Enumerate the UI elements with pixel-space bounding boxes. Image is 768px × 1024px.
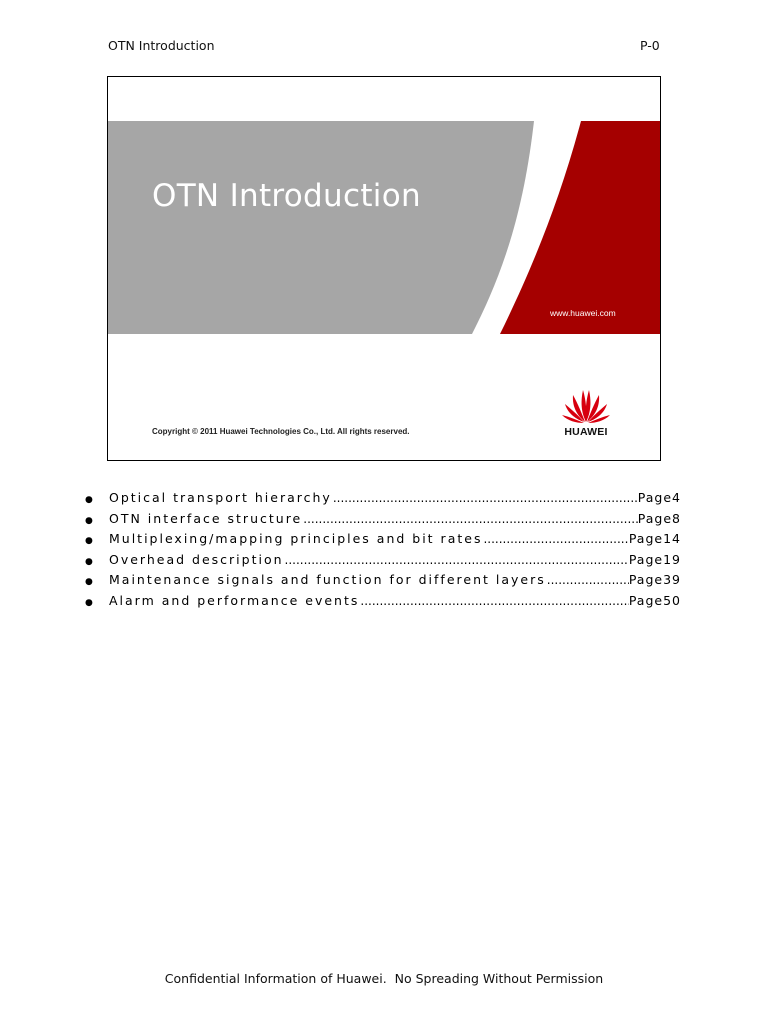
gray-band [108,121,534,334]
dot-leader [302,512,638,526]
toc-item-label: Optical transport hierarchy [109,490,332,505]
toc-item-page: Page8 [637,510,681,526]
dot-leader [359,594,628,608]
toc-item-label: Alarm and performance events [109,592,360,608]
toc-item[interactable] [85,552,681,573]
toc-item-page: Page50 [628,592,681,608]
dot-leader [482,532,628,546]
toc-item-label: Multiplexing/mapping principles and bit rates [109,531,483,547]
bullet-icon: ● [85,577,93,588]
dot-leader [332,491,638,505]
toc-item-page: Page4 [637,490,681,505]
slide-title: OTN Introduction [152,178,421,214]
toc-item[interactable] [85,511,681,532]
copyright-notice: Copyright © 2011 Huawei Technologies Co., Ltd. All rights reserved. [152,427,410,436]
toc-item[interactable] [85,572,681,593]
table-of-contents [85,490,681,614]
toc-item-label: OTN interface structure [109,510,303,526]
bullet-icon: ● [85,495,93,505]
toc-item-page: Page14 [628,531,681,547]
confidentiality-footer: Confidential Information of Huawei. No Spreading Without Permission [164,971,604,986]
toc-item-label: Overhead description [109,551,284,567]
bullet-icon: ● [85,536,93,547]
toc-item[interactable] [85,490,681,511]
title-slide [107,76,661,461]
toc-item-page: Page39 [628,572,681,588]
logo-wordmark: HUAWEI [564,426,608,438]
huawei-logo [556,386,616,438]
toc-item[interactable] [85,531,681,552]
bullet-icon: ● [85,515,93,526]
website-url: www.huawei.com [550,308,616,318]
toc-item-label: Maintenance signals and function for different layers [109,572,546,588]
dot-leader [546,573,629,587]
document-title: OTN Introduction [108,38,215,53]
bullet-icon: ● [85,597,93,608]
bullet-icon: ● [85,556,93,567]
toc-item[interactable] [85,593,681,614]
huawei-flower-icon [560,386,612,424]
toc-item-page: Page19 [628,551,681,567]
dot-leader [284,553,629,567]
page-number: P-0 [640,38,660,53]
